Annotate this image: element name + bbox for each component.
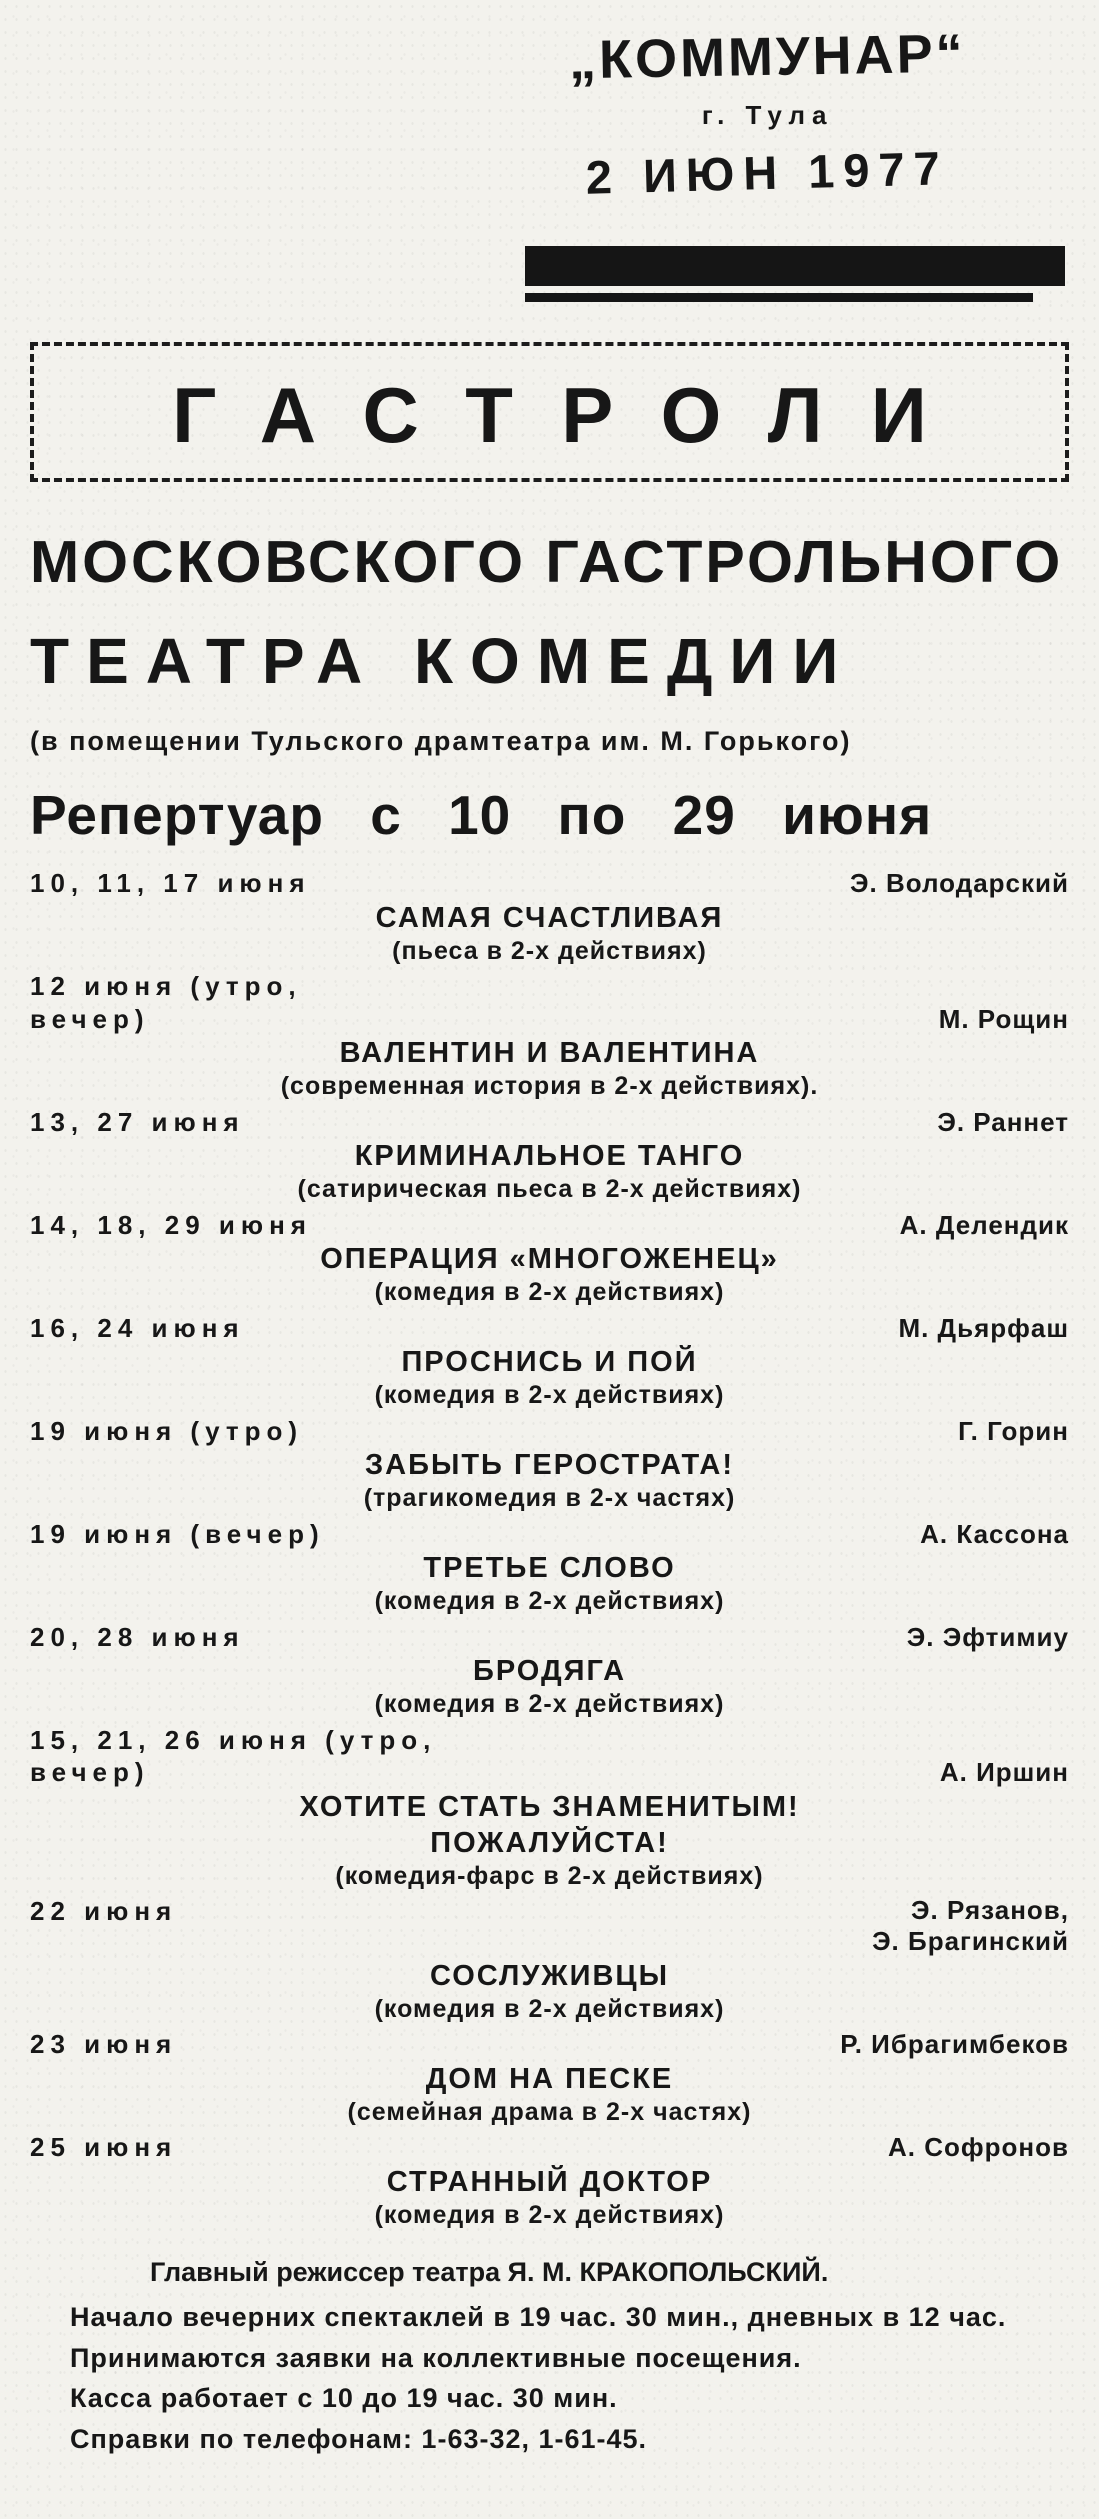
play-title: ПРОСНИСЬ И ПОЙ [401,1346,698,1378]
play-title: СТРАННЫЙ ДОКТОР [386,2165,713,2198]
schedule-entry [30,1415,1069,1515]
play-genre: (комедия в 2-х действиях) [374,1381,725,1410]
entry-dates: 20, 28 июня [30,1621,245,1652]
schedule-entry [30,1312,1069,1412]
play-title: ХОТИТЕ СТАТЬ ЗНАМЕНИТЫМ! [299,1790,800,1823]
entry-author: Э. Рязанов, [911,1895,1069,1926]
entry-dates-continued: вечер) [30,1757,150,1787]
divider-bar [525,246,1065,302]
entry-author: Э. Брагинский [872,1926,1069,1957]
play-genre: (комедия в 2-х действиях) [374,1994,725,2023]
play-genre: (комедия в 2-х действиях) [374,1690,725,1719]
entry-author: А. Софронов [888,2132,1069,2163]
tour-banner [30,342,1069,482]
phones-line: Справки по телефонам: 1-63-32, 1-61-45. [70,2424,648,2455]
play-title: ТРЕТЬЕ СЛОВО [423,1552,676,1584]
entry-dates: 25 июня [30,2132,178,2163]
schedule-entry [30,1621,1069,1721]
entry-author: М. Рощин [938,1003,1069,1034]
entry-author: Э. Эфтимиу [906,1621,1069,1652]
entry-author: А. Делендик [899,1209,1069,1240]
entry-author: А. Иршин [939,1757,1069,1787]
city-label: г. Тула [701,100,834,130]
play-title: ОПЕРАЦИЯ «МНОГОЖЕНЕЦ» [320,1243,779,1275]
entry-dates: 19 июня (утро) [30,1415,304,1446]
play-title: ВАЛЕНТИН И ВАЛЕНТИНА [339,1037,760,1069]
play-genre: (комедия-фарс в 2-х действиях) [335,1862,764,1890]
play-genre: (комедия в 2-х действиях) [374,1278,725,1307]
entry-author: Р. Ибрагимбеков [840,2029,1069,2060]
entry-authors [872,1895,1069,1957]
entry-dates: 13, 27 июня [30,1106,245,1137]
venue-note: (в помещении Тульского драмтеатра им. М. Горького) [30,726,852,756]
footer-notes [30,2255,1069,2458]
schedule-entry [30,1895,1069,2025]
newspaper-name: „КОММУНАР“ [568,23,967,91]
schedule-entry [30,970,1069,1103]
schedule-entry [30,867,1069,967]
play-title: БРОДЯГА [472,1655,627,1687]
entry-author: М. Дьярфаш [898,1312,1069,1343]
play-genre: (трагикомедия в 2-х частях) [363,1484,736,1513]
entry-dates: 19 июня (вечер) [30,1518,325,1549]
entry-dates: 12 июня (утро, [30,971,302,1001]
entry-dates: 10, 11, 17 июня [30,868,311,898]
schedule-entry [30,1518,1069,1618]
director-line: Главный режиссер театра Я. М. КРАКОПОЛЬСКИЙ. [150,2257,829,2288]
play-title: КРИМИНАЛЬНОЕ ТАНГО [354,1140,745,1172]
divider-bar-thin [525,293,1033,302]
schedule-list [30,867,1069,2231]
entry-author: Э. Володарский [850,868,1069,898]
play-genre: (комедия в 2-х действиях) [374,2200,725,2229]
divider-bar-thick [525,246,1065,286]
theater-name-line2: ТЕАТРА КОМЕДИИ [30,625,856,697]
entry-author: Г. Горин [958,1415,1069,1446]
schedule-entry [30,2131,1069,2231]
entry-dates: 22 июня [30,1896,178,1927]
entry-dates: 16, 24 июня [30,1312,245,1343]
entry-dates-continued: вечер) [30,1003,150,1034]
play-title: САМАЯ СЧАСТЛИВАЯ [375,901,724,934]
play-title-line2: ПОЖАЛУЙСТА! [430,1826,669,1859]
theater-name-line1: МОСКОВСКОГО ГАСТРОЛЬНОГО [30,529,1064,595]
box-office-line: Касса работает с 10 до 19 час. 30 мин. [70,2383,618,2414]
masthead [466,23,1069,204]
play-title: ЗАБЫТЬ ГЕРОСТРАТА! [365,1449,734,1481]
play-genre: (семейная драма в 2-х частях) [347,2097,752,2126]
group-bookings-line: Принимаются заявки на коллективные посещения. [70,2342,802,2373]
entry-dates: 15, 21, 26 июня (утро, [30,1724,437,1755]
play-genre: (сатирическая пьеса в 2-х действиях) [297,1175,802,1204]
repertoire-heading: Репертуар с 10 по 29 июня [30,784,933,846]
play-title: СОСЛУЖИВЦЫ [430,1959,669,1992]
play-genre: (пьеса в 2-х действиях) [392,936,707,965]
schedule-entry [30,1724,1069,1893]
entry-dates: 23 июня [30,2029,178,2060]
play-title: ДОМ НА ПЕСКЕ [425,2062,674,2095]
entry-author: Э. Раннет [937,1106,1069,1137]
entry-author: А. Кассона [920,1518,1069,1549]
showtimes-line: Начало вечерних спектаклей в 19 час. 30 мин., дневных в 12 час. [70,2302,1007,2333]
play-genre: (комедия в 2-х действиях) [374,1587,725,1616]
entry-dates: 14, 18, 29 июня [30,1209,312,1240]
date-stamp: 2 ИЮН 1977 [585,141,950,204]
play-genre: (современная история в 2-х действиях). [280,1072,819,1101]
schedule-entry [30,1209,1069,1309]
schedule-entry [30,2028,1069,2128]
schedule-entry [30,1106,1069,1206]
tour-title: ГАСТРОЛИ [172,371,976,459]
